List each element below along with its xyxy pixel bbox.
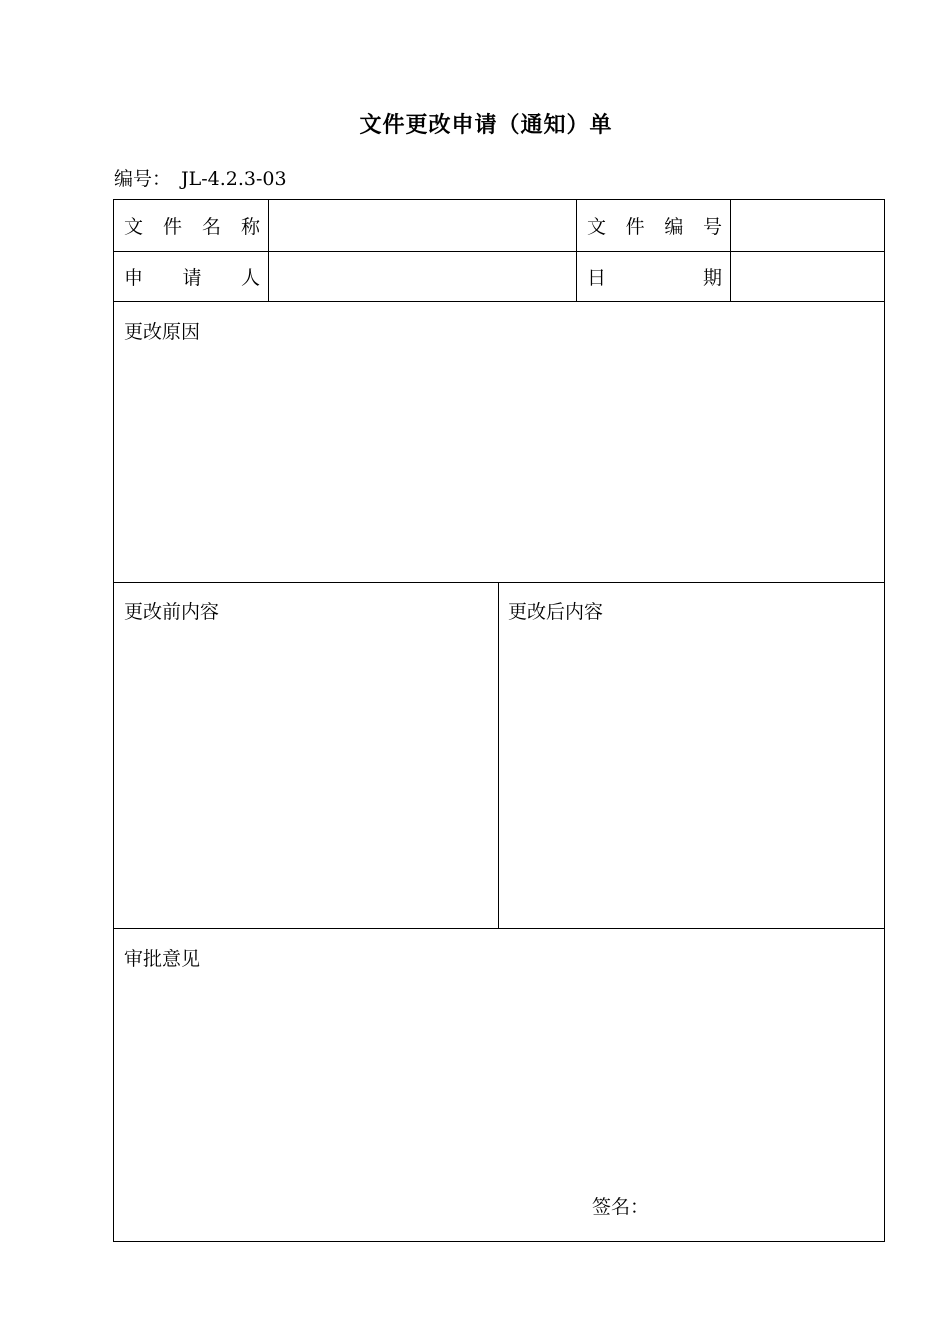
content-before-field[interactable]: [114, 625, 498, 927]
col-divider-2: [576, 200, 577, 301]
approval-opinion-field[interactable]: [114, 972, 884, 1182]
signature-label: 签名：: [592, 1196, 650, 1218]
row-divider-3: [114, 582, 884, 583]
approval-opinion-label: 审批意见: [124, 948, 201, 970]
change-reason-label: 更改原因: [124, 321, 201, 343]
row-divider-4: [114, 928, 884, 929]
content-after-field[interactable]: [499, 625, 884, 927]
content-after-label: 更改后内容: [508, 601, 604, 623]
file-number-label: 文 件 编 号: [587, 216, 722, 238]
applicant-field[interactable]: [269, 252, 576, 301]
document-number: [114, 164, 287, 191]
file-number-field[interactable]: [731, 200, 884, 251]
form-title: 文件更改申请（通知）单: [359, 113, 613, 138]
document-number-value: JL-4.2.3-03: [181, 168, 287, 190]
content-before-label: 更改前内容: [124, 601, 220, 623]
change-request-form: [113, 199, 885, 1242]
date-field[interactable]: [731, 252, 884, 301]
signature-field[interactable]: [654, 1185, 874, 1225]
applicant-label: 申 请 人: [124, 267, 260, 289]
file-name-label: 文 件 名 称: [124, 216, 260, 238]
document-number-label: 编号：: [114, 168, 172, 190]
change-reason-field[interactable]: [114, 345, 884, 581]
file-name-field[interactable]: [269, 200, 576, 251]
date-label: 日 期: [587, 267, 722, 289]
row-divider-2: [114, 301, 884, 302]
